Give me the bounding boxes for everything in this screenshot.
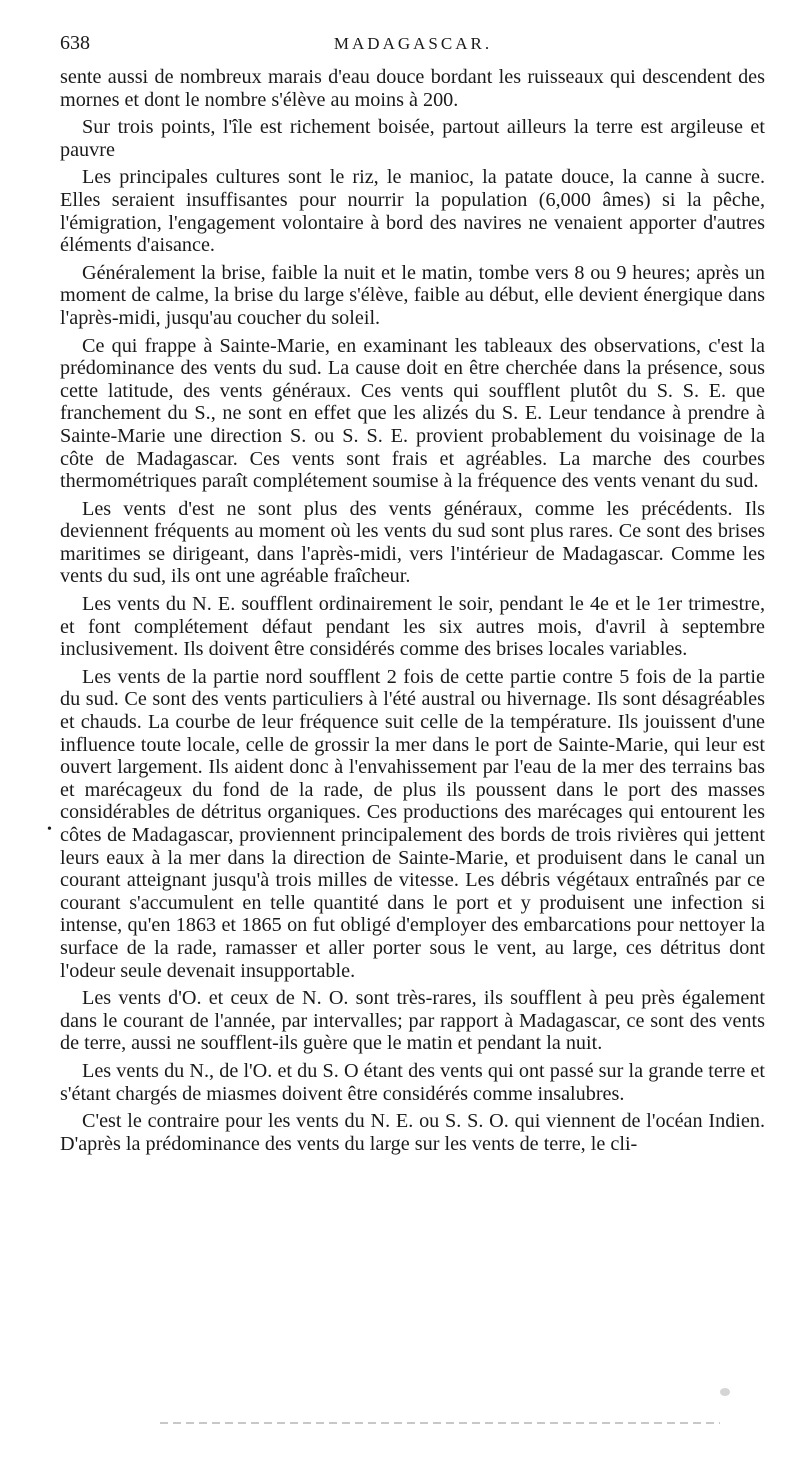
paragraph: Les vents du N., de l'O. et du S. O étant des vents qui ont passé sur la grande terre et s'étant chargés de miasmes doivent être considérés comme insalubres. [60,1059,765,1105]
paragraph: sente aussi de nombreux marais d'eau douce bordant les ruisseaux qui descendent des mornes et dont le nombre s'élève au moins à 200. [60,66,765,111]
paragraph: Les vents de la partie nord soufflent 2 fois de cette partie contre 5 fois de la partie du sud. Ce sont des vents particuliers à l'été austral ou hivernage. Ils sont désagréables et chauds. La courbe de leur fréquence suit celle de la température. Ils jouissent d'une influence toute locale, celle de grossir la mer dans le port de Sainte-Marie, qui leur est ouvert largement. Ils aident donc à l'envahissement par l'eau de la mer des terrains bas et marécageux du fond de la rade, de plus ils poussent dans le port des masses considérables de détritus organiques. Ces productions des marécages qui entourent les côtes de Madagascar, proviennent principalement des bords de trois rivières qui jettent leurs eaux à la mer dans la direction de Sainte-Marie, et produisent dans le canal un courant atteignant jusqu'à trois milles de vitesse. Les débris végétaux entraînés par ce courant s'accumulent en telle quantité dans le port et y produisent une infection si intense, qu'en 1863 et 1865 on fut obligé d'employer des embarcations pour nettoyer la surface de la rade, ramasser et aller porter sous le vent, au large, ces détritus dont l'odeur seule devenait insupportable. [60,665,765,982]
running-title: MADAGASCAR. [333,34,493,53]
paragraph: C'est le contraire pour les vents du N. E. ou S. S. O. qui viennent de l'océan Indien. D'après la prédominance des vents du large sur les vents de terre, le cli- [60,1110,765,1155]
page-header [58,30,768,60]
ink-smudge [720,1388,730,1396]
paragraph: Généralement la brise, faible la nuit et le matin, tombe vers 8 ou 9 heures; après un moment de calme, la brise du large s'élève, faible au début, elle devient énergique dans l'après-midi, jusqu'au coucher du soleil. [60,261,765,329]
paragraph: Sur trois points, l'île est richement boisée, partout ailleurs la terre est argileuse et pauvre [60,116,765,161]
paragraph: Ce qui frappe à Sainte-Marie, en examinant les tableaux des observations, c'est la prédominance des vents du sud. La cause doit en être cherchée dans la présence, sous cette latitude, des vents généraux. Ces vents qui soufflent plutôt du S. S. E. que franchement du S., ne sont en effet que les alizés du S. E. Leur tendance à prendre à Sainte-Marie une direction S. ou S. S. E. provient probablement du voisinage de la côte de Madagascar. Ces vents sont frais et agréables. La marche des courbes thermométriques paraît complétement soumise à la fréquence des vents venant du sud. [60,334,765,493]
body-text [60,66,765,1160]
paragraph: Les vents du N. E. soufflent ordinairement le soir, pendant le 4e et le 1er trimestre, et font complétement défaut pendant les six autres mois, d'avril à septembre inclusivement. Ils doivent être considérés comme des brises locales variables. [60,593,765,661]
paragraph: Les principales cultures sont le riz, le manioc, la patate douce, la canne à sucre. Elles seraient insuffisantes pour nourrir la population (6,000 âmes) si la pêche, l'émigration, l'engagement volontaire à bord des navires ne venaient apporter d'autres éléments d'aisance. [60,166,765,257]
bleed-through-line [160,1422,720,1424]
page-number: 638 [60,32,90,54]
paragraph: Les vents d'est ne sont plus des vents généraux, comme les précédents. Ils deviennent fréquents au moment où les vents du sud sont plus rares. Ce sont des brises maritimes se dirigeant, dans l'après-midi, vers l'intérieur de Madagascar. Comme les vents du sud, ils ont une agréable fraîcheur. [60,497,765,588]
margin-mark: • [47,822,52,837]
paragraph: Les vents d'O. et ceux de N. O. sont très-rares, ils soufflent à peu près également dans le courant de l'année, par intervalles; par rapport à Madagascar, ce sont des vents de terre, aussi ne soufflent-ils guère que le matin et pendant la nuit. [60,987,765,1055]
